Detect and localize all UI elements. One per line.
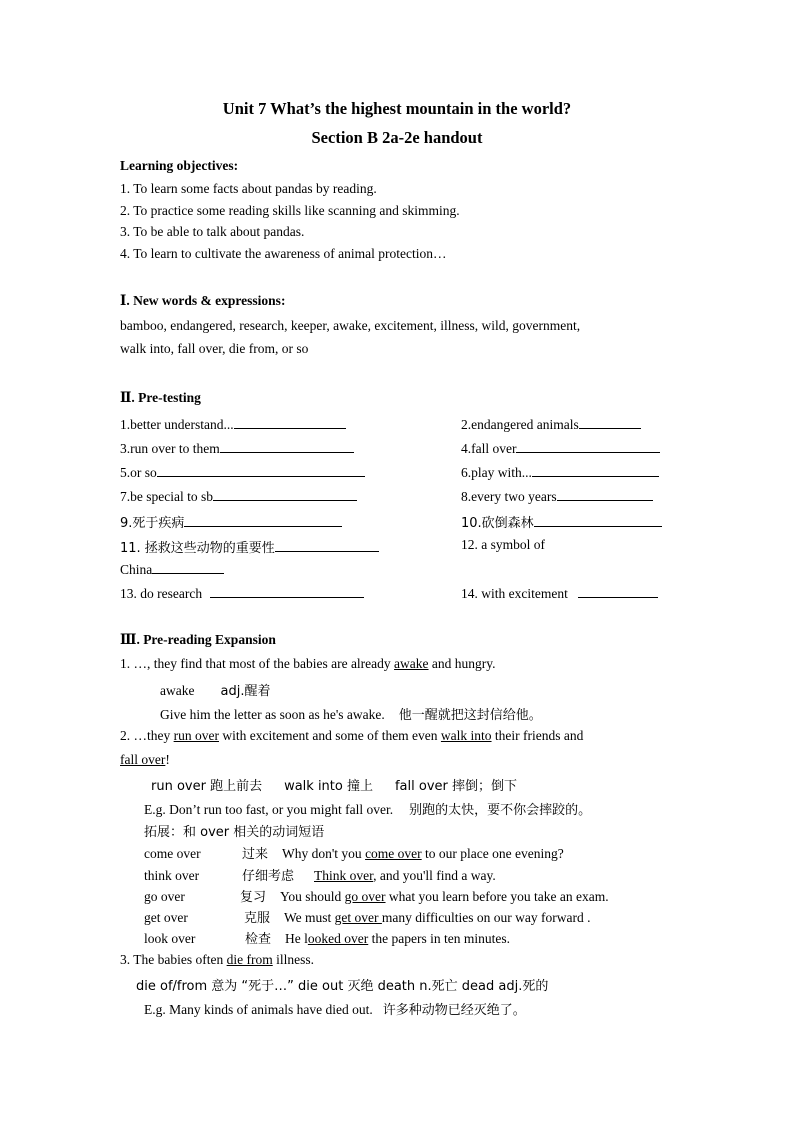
pretest-text: 10.砍倒森林 <box>461 516 534 531</box>
example-en: Give him the letter as soon as he's awake. <box>160 707 385 722</box>
pretest-text: 14. with excitement <box>461 586 568 601</box>
example-text: many difficulties on our way forward . <box>381 910 591 925</box>
over-phrase: go over <box>144 889 185 904</box>
pretest-text: 13. do research <box>120 586 203 601</box>
pretest-text: 5.or so <box>120 465 157 480</box>
example-cn: 许多种动物已经灭绝了。 <box>382 1003 526 1018</box>
answer-blank[interactable] <box>184 514 342 527</box>
underlined-phrase: Think over <box>314 868 374 883</box>
answer-blank[interactable] <box>152 561 224 574</box>
pretest-item <box>461 416 641 433</box>
pretest-item <box>120 416 346 433</box>
pretest-item <box>120 561 224 578</box>
answer-blank[interactable] <box>157 464 365 477</box>
over-phrase: come over <box>144 846 201 861</box>
underlined-phrase: get over <box>334 910 382 925</box>
example-sentence <box>144 799 591 818</box>
sentence-text: 2. …they <box>120 728 174 743</box>
pretest-text: 9.死于疾病 <box>120 516 185 531</box>
pretest-text: 4.fall over <box>461 441 517 456</box>
sentence-2-cont <box>120 752 170 768</box>
over-phrase-cn: 检查 <box>245 932 272 947</box>
objective-item: 4. To learn to cultivate the awareness of animal protection… <box>120 246 447 261</box>
answer-blank[interactable] <box>234 416 346 429</box>
objectives-heading: Learning objectives: <box>120 158 239 173</box>
example-en: E.g. Don’t run too fast, or you might fall over. <box>144 802 394 817</box>
over-phrase-cn: 过来 <box>242 847 269 862</box>
sentence-2 <box>120 728 583 744</box>
over-phrase-row <box>144 886 609 905</box>
pretest-item <box>461 585 658 602</box>
answer-blank[interactable] <box>213 488 357 501</box>
over-phrase-cn: 仔细考虑 <box>242 869 295 884</box>
example-text: what you learn before you take an exam. <box>385 889 609 904</box>
over-phrase: think over <box>144 868 200 883</box>
example-sentence <box>144 999 526 1018</box>
sentence-text: 3. The babies often <box>120 952 227 967</box>
answer-blank[interactable] <box>557 488 653 501</box>
answer-blank[interactable] <box>534 514 662 527</box>
pretest-item <box>461 537 545 553</box>
over-phrase: look over <box>144 931 196 946</box>
objective-item: 1. To learn some facts about pandas by reading. <box>120 181 377 196</box>
page-subtitle: Section B 2a-2e handout <box>311 128 483 147</box>
example-text: , and you'll find a way. <box>373 868 496 883</box>
sentence-1 <box>120 656 496 672</box>
vocab-word: awake <box>160 683 195 698</box>
extension-title: 拓展：和 over 相关的动词短语 <box>144 825 325 840</box>
pretest-item <box>461 464 659 481</box>
pretest-item <box>120 512 342 531</box>
section1-heading: Ⅰ. New words & expressions: <box>120 293 286 308</box>
example-en: E.g. Many kinds of animals have died out. <box>144 1002 373 1017</box>
pretest-item <box>120 440 354 457</box>
underlined-phrase: walk into <box>440 728 492 743</box>
pretest-text: 2.endangered animals <box>461 417 579 432</box>
example-text: Why don't you <box>282 846 366 861</box>
underlined-phrase: come over <box>365 846 422 861</box>
vocab-definition: adj.醒着 <box>220 684 271 699</box>
example-cn: 他一醒就把这封信给他。 <box>398 708 542 723</box>
underlined-phrase: ooked over <box>307 931 369 946</box>
answer-blank[interactable] <box>578 585 658 598</box>
pretest-text: China <box>120 562 153 577</box>
over-phrase-row <box>144 928 510 947</box>
over-phrase-row <box>144 843 564 862</box>
phrase-meaning: fall over 摔倒；倒下 <box>394 779 518 794</box>
sentence-text: and hungry. <box>428 656 496 671</box>
over-phrase-cn: 复习 <box>240 890 267 905</box>
over-phrase-row <box>144 907 590 926</box>
example-text: to our place one evening? <box>421 846 564 861</box>
example-text: You should <box>280 889 345 904</box>
word-list-line: walk into, fall over, die from, or so <box>120 341 309 356</box>
underlined-phrase: die from <box>226 952 273 967</box>
example-text: the papers in ten minutes. <box>368 931 510 946</box>
sentence-text: ! <box>165 752 170 767</box>
example-text: We must <box>284 910 335 925</box>
answer-blank[interactable] <box>516 440 660 453</box>
die-phrases: die of/from 意为 “死于…” die out 灭绝 death n.死亡 dead adj.死的 <box>136 979 549 994</box>
answer-blank[interactable] <box>532 464 659 477</box>
answer-blank[interactable] <box>579 416 641 429</box>
underlined-phrase: run over <box>173 728 219 743</box>
pretest-item <box>120 464 365 481</box>
pretest-item <box>461 440 660 457</box>
pretest-text: 7.be special to sb <box>120 489 213 504</box>
answer-blank[interactable] <box>220 440 354 453</box>
answer-blank[interactable] <box>275 539 379 552</box>
underlined-word: awake <box>394 656 429 671</box>
sentence-3 <box>120 952 314 968</box>
answer-blank[interactable] <box>210 585 364 598</box>
over-phrase-row <box>144 865 496 884</box>
example-sentence <box>160 704 542 723</box>
pretest-item <box>120 537 379 556</box>
sentence-text: their friends and <box>491 728 584 743</box>
pretest-item <box>120 585 364 602</box>
pretest-text: 8.every two years <box>461 489 557 504</box>
over-phrase-cn: 克服 <box>244 911 271 926</box>
over-phrase: get over <box>144 910 188 925</box>
sentence-text: with excitement and some of them even <box>218 728 441 743</box>
pretest-item <box>461 488 653 505</box>
page-title: Unit 7 What’s the highest mountain in the world? <box>222 99 572 118</box>
phrase-row <box>151 775 517 794</box>
pretest-item <box>461 512 662 531</box>
example-text: He l <box>285 931 308 946</box>
underlined-phrase: fall over <box>120 752 166 767</box>
pretest-text: 3.run over to them <box>120 441 220 456</box>
sentence-text: 1. …, they find that most of the babies are already <box>120 656 395 671</box>
vocab-entry <box>160 680 270 699</box>
section3-heading: Ⅲ. Pre-reading Expansion <box>120 632 276 647</box>
pretest-item <box>120 488 357 505</box>
pretest-text: 11. 拯救这些动物的重要性 <box>120 541 275 556</box>
phrase-meaning: run over 跑上前去 <box>151 779 263 794</box>
pretest-text: 1.better understand... <box>120 417 234 432</box>
sentence-text: illness. <box>272 952 314 967</box>
objective-item: 3. To be able to talk about pandas. <box>120 224 305 239</box>
objective-item: 2. To practice some reading skills like scanning and skimming. <box>120 203 460 218</box>
word-list-line: bamboo, endangered, research, keeper, awake, excitement, illness, wild, government, <box>120 318 581 333</box>
underlined-phrase: go over <box>344 889 386 904</box>
pretest-text: 6.play with... <box>461 465 532 480</box>
pretest-text: 12. a symbol of <box>461 537 545 552</box>
section2-heading: Ⅱ. Pre-testing <box>120 390 201 405</box>
example-cn: 别跑的太快，要不你会摔跤的。 <box>409 803 592 818</box>
phrase-meaning: walk into 撞上 <box>284 779 373 794</box>
